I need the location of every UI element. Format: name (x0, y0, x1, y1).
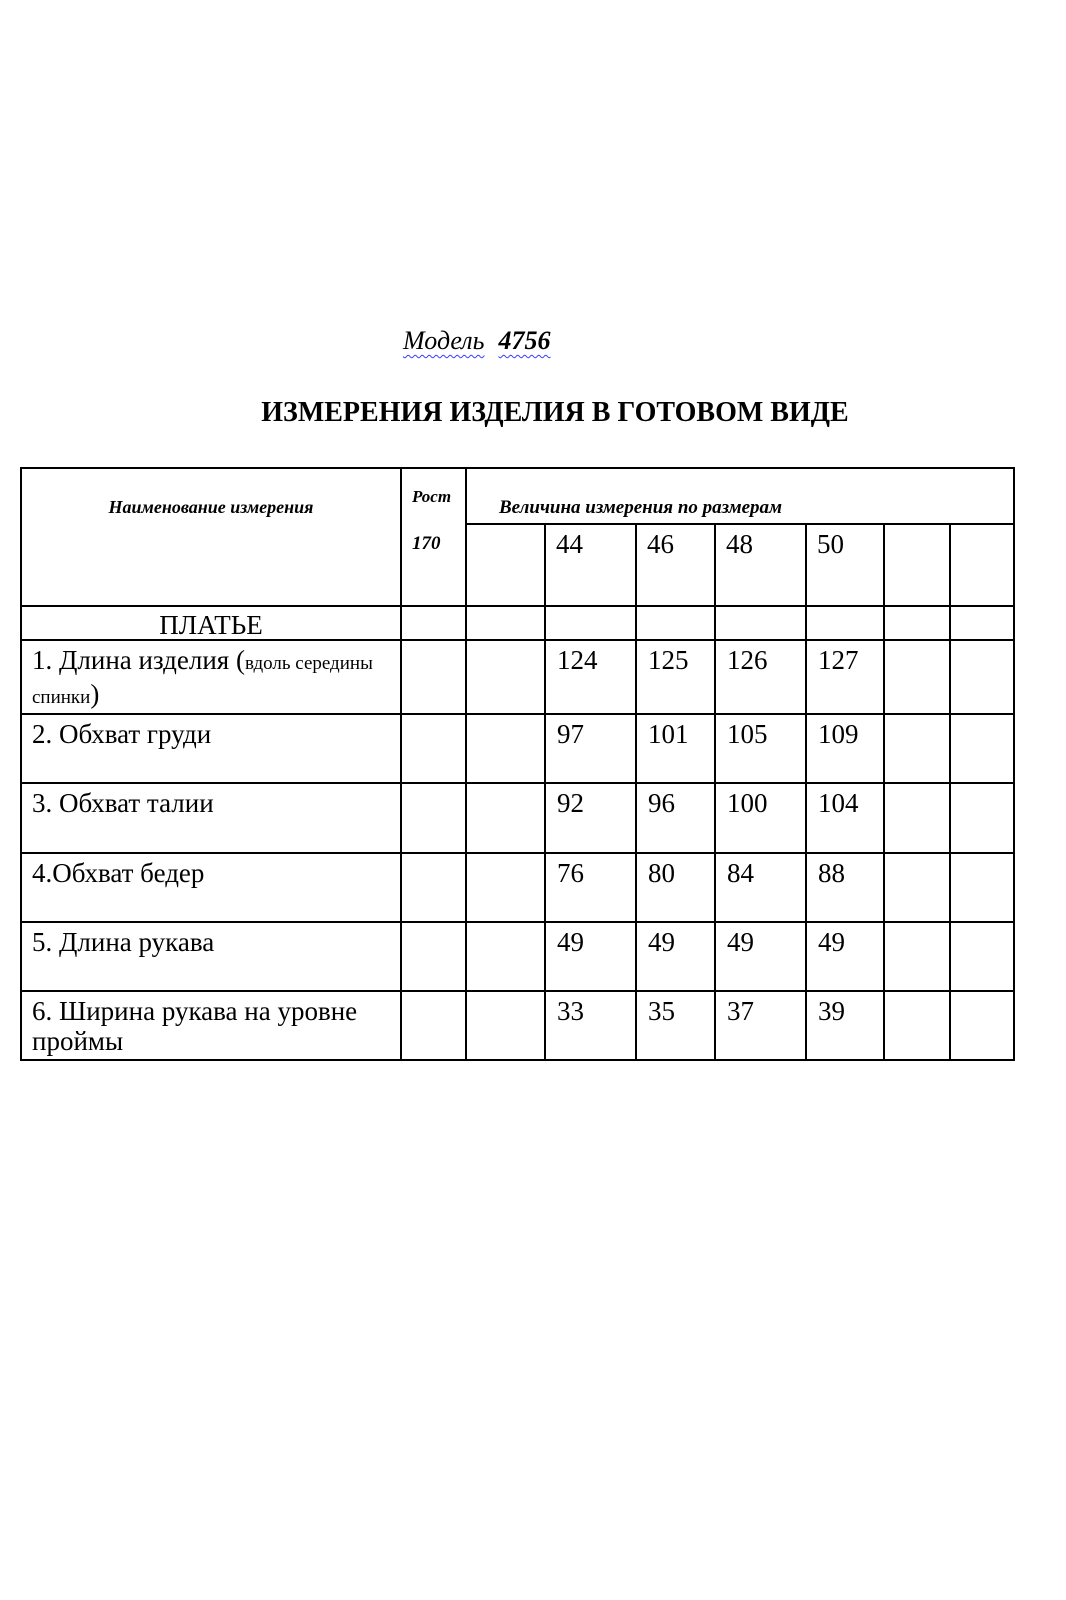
size-cell (884, 524, 950, 606)
size-cell: 44 (545, 524, 636, 606)
value-cell: 49 (715, 922, 806, 991)
model-label: Модель (403, 326, 485, 355)
value-cell: 96 (636, 783, 715, 853)
value-cell: 104 (806, 783, 884, 853)
value-cell: 35 (636, 991, 715, 1060)
header-rost-cell (401, 468, 466, 606)
value-cell (884, 922, 950, 991)
value-cell: 84 (715, 853, 806, 922)
model-heading (403, 326, 550, 356)
value-cell (950, 853, 1014, 922)
table-row (21, 853, 1014, 922)
value-cell: 127 (806, 640, 884, 714)
value-cell: 92 (545, 783, 636, 853)
measurements-table (20, 467, 1015, 1061)
row-name: 2. Обхват груди (21, 714, 401, 783)
size-cell (950, 524, 1014, 606)
value-cell (884, 853, 950, 922)
value-cell (884, 991, 950, 1060)
value-cell: 101 (636, 714, 715, 783)
model-number: 4756 (498, 326, 551, 355)
row-name: 6. Ширина рукава на уровне проймы (21, 991, 401, 1060)
value-cell (884, 783, 950, 853)
value-cell: 37 (715, 991, 806, 1060)
value-cell: 49 (545, 922, 636, 991)
value-cell (884, 640, 950, 714)
header-rost-label: Рост (412, 487, 452, 506)
value-cell (950, 640, 1014, 714)
empty-cell (466, 524, 545, 606)
row-name: 3. Обхват талии (21, 783, 401, 853)
value-cell: 97 (545, 714, 636, 783)
value-cell: 39 (806, 991, 884, 1060)
row-name: 1. Длина изделия (вдоль середины спинки) (21, 640, 401, 714)
value-cell: 105 (715, 714, 806, 783)
row-name: 5. Длина рукава (21, 922, 401, 991)
header-name: Наименование измерения (108, 497, 314, 517)
value-cell (950, 783, 1014, 853)
value-cell (884, 714, 950, 783)
value-cell: 49 (636, 922, 715, 991)
value-cell: 109 (806, 714, 884, 783)
value-cell: 88 (806, 853, 884, 922)
size-cell: 46 (636, 524, 715, 606)
value-cell: 124 (545, 640, 636, 714)
header-values-label: Величина измерения по размерам (466, 468, 1014, 524)
section-title: ПЛАТЬЕ (21, 606, 401, 640)
value-cell: 80 (636, 853, 715, 922)
value-cell: 49 (806, 922, 884, 991)
value-cell (950, 991, 1014, 1060)
row-name: 4.Обхват бедер (21, 853, 401, 922)
table-row (21, 922, 1014, 991)
table-row (21, 640, 1014, 714)
value-cell: 76 (545, 853, 636, 922)
value-cell: 33 (545, 991, 636, 1060)
size-cell: 50 (806, 524, 884, 606)
table-row (21, 991, 1014, 1060)
page-title: ИЗМЕРЕНИЯ ИЗДЕЛИЯ В ГОТОВОМ ВИДЕ (261, 397, 849, 428)
table-row (21, 714, 1014, 783)
header-rost-value: 170 (412, 533, 441, 554)
value-cell (950, 714, 1014, 783)
size-cell: 48 (715, 524, 806, 606)
value-cell: 100 (715, 783, 806, 853)
header-name-cell (21, 468, 401, 606)
table-row (21, 783, 1014, 853)
value-cell: 126 (715, 640, 806, 714)
value-cell: 125 (636, 640, 715, 714)
value-cell (950, 922, 1014, 991)
